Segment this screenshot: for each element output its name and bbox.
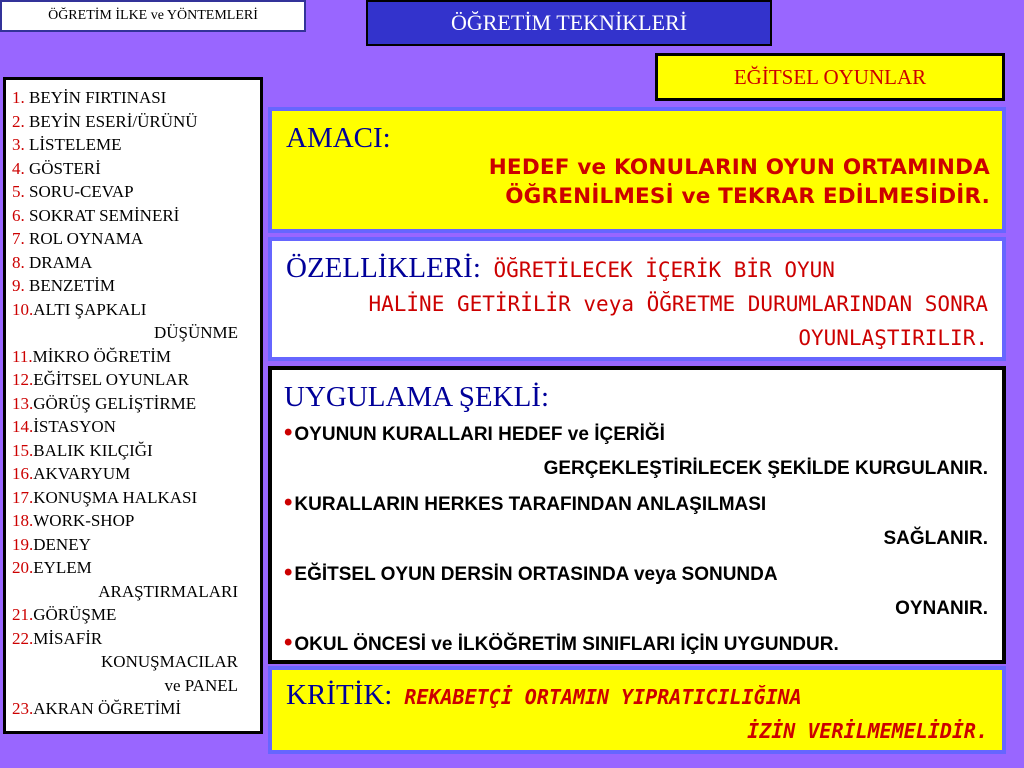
application-bullet-continuation: OYNANIR. — [895, 598, 988, 619]
critical-heading: KRİTİK: — [286, 679, 393, 711]
technique-number: 4. — [12, 158, 25, 178]
top-left-title-text: ÖĞRETİM İLKE ve YÖNTEMLERİ — [48, 8, 258, 23]
bullet-icon: • — [284, 419, 293, 446]
technique-label-continuation: ve PANEL — [164, 675, 238, 695]
technique-label-continuation: DÜŞÜNME — [153, 323, 238, 342]
technique-label: SOKRAT SEMİNERİ — [24, 205, 180, 225]
technique-number: 7. — [12, 229, 25, 248]
technique-number: 11. — [12, 346, 33, 366]
critical-text-1: REKABETÇİ ORTAMIN YIPRATICILIĞINA — [392, 685, 802, 709]
application-bullet-continuation: GERÇEKLEŞTİRİLECEK ŞEKİLDE KURGULANIR. — [543, 458, 988, 479]
technique-label: DENEY — [33, 534, 91, 554]
purpose-heading: AMACI: — [286, 122, 391, 154]
technique-number: 14. — [12, 417, 34, 436]
purpose-line-1: HEDEF ve KONULARIN OYUN ORTAMINDA — [488, 155, 990, 180]
technique-label: İSTASYON — [33, 417, 116, 436]
technique-item — [12, 486, 256, 510]
critical-box — [268, 666, 1006, 754]
technique-item — [12, 133, 256, 157]
technique-label: BENZETİM — [24, 276, 115, 295]
technique-number: 2. — [12, 111, 25, 131]
technique-number: 22. — [12, 628, 34, 648]
technique-label: EYLEM — [33, 558, 92, 577]
technique-label: BALIK KILÇIĞI — [33, 440, 153, 460]
features-text-1: ÖĞRETİLECEK İÇERİK BİR OYUN — [480, 258, 835, 282]
technique-label: BEYİN FIRTINASI — [24, 88, 167, 107]
features-box — [268, 237, 1006, 361]
technique-number: 3. — [12, 135, 25, 154]
technique-label-continuation: KONUŞMACILAR — [101, 652, 238, 671]
technique-item — [12, 556, 256, 580]
bullet-icon: • — [284, 489, 293, 516]
technique-item — [12, 462, 256, 486]
technique-number: 23. — [12, 699, 34, 718]
technique-number: 5. — [12, 182, 25, 201]
critical-line-1 — [286, 678, 988, 714]
technique-label: SORU-CEVAP — [24, 182, 134, 201]
technique-label: GÖRÜŞ GELİŞTİRME — [33, 393, 197, 413]
application-bullet-text: EĞİTSEL OYUN DERSİN ORTASINDA veya SONUNDA — [294, 564, 778, 585]
technique-number: 1. — [12, 88, 25, 107]
technique-number: 15. — [12, 440, 34, 460]
technique-label: MİSAFİR — [33, 628, 103, 648]
technique-label: AKRAN ÖĞRETİMİ — [33, 699, 182, 718]
technique-item — [12, 533, 256, 557]
technique-number: 9. — [12, 276, 25, 295]
technique-item — [12, 509, 256, 533]
section-title — [655, 53, 1005, 101]
technique-item — [12, 697, 256, 721]
technique-number: 21. — [12, 605, 34, 624]
features-line-1 — [286, 251, 988, 287]
application-bullet-text: KURALLARIN HERKES TARAFINDAN ANLAŞILMASI — [294, 494, 767, 515]
technique-number: 19. — [12, 534, 34, 554]
technique-number: 6. — [12, 205, 25, 225]
technique-label: GÖRÜŞME — [33, 605, 117, 624]
technique-item — [12, 204, 256, 228]
technique-label: MİKRO ÖĞRETİM — [32, 346, 171, 366]
technique-label: EĞİTSEL OYUNLAR — [33, 370, 189, 389]
technique-label: ROL OYNAMA — [24, 229, 144, 248]
technique-label: LİSTELEME — [24, 135, 122, 154]
features-line-2: HALİNE GETİRİLİR veya ÖĞRETME DURUMLARINDAN SONRA — [368, 292, 988, 316]
technique-label-continuation: ARAŞTIRMALARI — [98, 581, 238, 601]
application-bullet — [284, 626, 988, 662]
section-title-text: EĞİTSEL OYUNLAR — [733, 65, 927, 89]
technique-number: 18. — [12, 511, 34, 530]
technique-label: ALTI ŞAPKALI — [33, 299, 147, 319]
technique-item — [12, 439, 256, 463]
application-bullet-text: OYUNUN KURALLARI HEDEF ve İÇERİĞİ — [294, 424, 665, 445]
technique-item — [12, 86, 256, 110]
technique-item — [12, 157, 256, 181]
features-line-3: OYUNLAŞTIRILIR. — [798, 326, 988, 350]
technique-list — [3, 77, 263, 734]
main-title-text: ÖĞRETİM TEKNİKLERİ — [450, 10, 688, 35]
technique-number: 12. — [12, 370, 34, 389]
technique-item — [12, 415, 256, 439]
bullet-icon: • — [284, 629, 293, 656]
technique-label: AKVARYUM — [33, 464, 131, 483]
technique-item — [12, 274, 256, 298]
technique-item — [12, 345, 256, 369]
technique-label: GÖSTERİ — [24, 158, 101, 178]
technique-label: WORK-SHOP — [33, 511, 135, 530]
main-title — [366, 0, 772, 46]
top-left-title — [0, 0, 306, 32]
technique-item — [12, 392, 256, 416]
application-box — [268, 366, 1006, 664]
purpose-box — [268, 107, 1006, 233]
technique-item — [12, 603, 256, 627]
technique-item — [12, 298, 256, 322]
purpose-line-2: ÖĞRENİLMESİ ve TEKRAR EDİLMESİDİR. — [505, 184, 990, 209]
application-bullet-continuation: SAĞLANIR. — [883, 528, 988, 549]
application-bullet-text: OKUL ÖNCESİ ve İLKÖĞRETİM SINIFLARI İÇİN UYGUNDUR. — [294, 634, 839, 655]
technique-number: 16. — [12, 464, 34, 483]
features-heading: ÖZELLİKLERİ: — [286, 252, 481, 284]
critical-line-2: İZİN VERİLMEMELİDİR. — [747, 719, 988, 743]
application-heading: UYGULAMA ŞEKLİ: — [284, 381, 550, 413]
technique-number: 8. — [12, 252, 25, 272]
application-bullet — [284, 486, 988, 522]
bullet-icon: • — [284, 559, 293, 586]
technique-label: DRAMA — [24, 252, 93, 272]
technique-item — [12, 627, 256, 651]
technique-item — [12, 180, 256, 204]
technique-item — [12, 110, 256, 134]
application-bullet — [284, 416, 988, 452]
application-bullets — [284, 416, 988, 662]
technique-item — [12, 251, 256, 275]
technique-item — [12, 368, 256, 392]
technique-label: BEYİN ESERİ/ÜRÜNÜ — [24, 111, 198, 131]
technique-item — [12, 227, 256, 251]
technique-number: 20. — [12, 558, 34, 577]
technique-number: 17. — [12, 487, 34, 507]
application-bullet — [284, 556, 988, 592]
technique-number: 10. — [12, 299, 34, 319]
technique-number: 13. — [12, 393, 34, 413]
technique-label: KONUŞMA HALKASI — [33, 487, 198, 507]
